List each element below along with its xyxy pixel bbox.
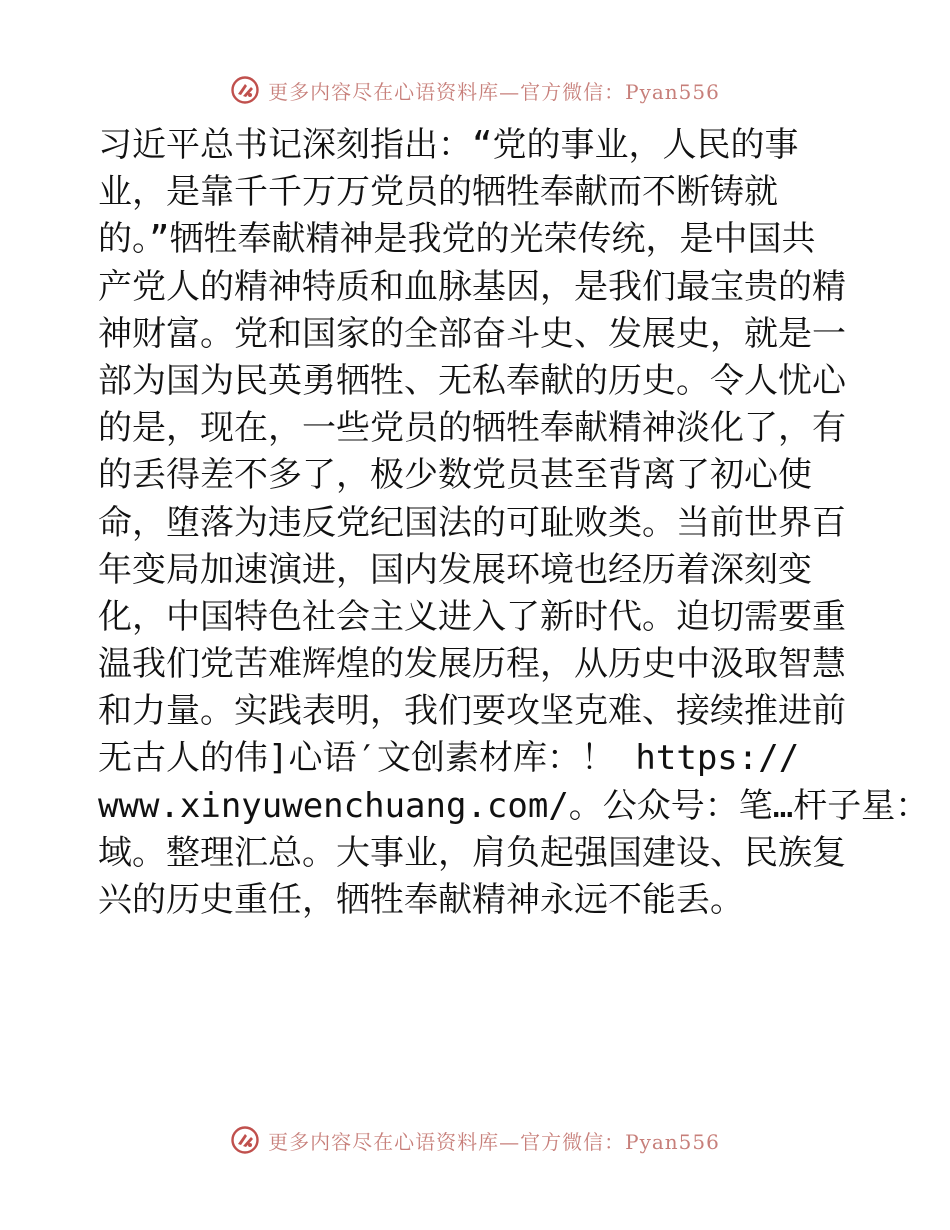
body-line: 命，堕落为违反党纪国法的可耻败类。当前世界百 — [98, 502, 846, 543]
body-line: 年变局加速演进，国内发展环境也经历着深刻变 — [98, 549, 812, 590]
body-line: 和力量。实践表明，我们要攻坚克难、接续推进前 — [98, 691, 846, 732]
book-seal-icon — [230, 75, 260, 105]
body-line: 神财富。党和国家的全部奋斗史、发展史，就是一 — [98, 313, 846, 354]
body-line: 温我们党苦难辉煌的发展历程，从历史中汲取智慧 — [98, 644, 846, 685]
body-line: 习近平总书记深刻指出：“党的事业，人民的事 — [98, 125, 799, 165]
body-line: 的丢得差不多了，极少数党员甚至背离了初心使 — [98, 455, 812, 496]
body-line: 部为国为民英勇牺牲、无私奉献的历史。令人忧心 — [98, 360, 846, 401]
header-banner — [0, 70, 950, 110]
body-line: 无古人的伟]心语′文创素材库：！ https:// — [98, 738, 800, 779]
footer-banner — [0, 1120, 950, 1160]
footer-banner-text: 更多内容尽在心语资料库—官方微信：Pyan556 — [268, 1129, 720, 1154]
body-line: 的。”牺牲奉献精神是我党的光荣传统，是中国共 — [98, 219, 816, 260]
book-seal-icon — [230, 1125, 260, 1155]
body-line: 兴的历史重任，牺牲奉献精神永远不能丢。 — [98, 880, 744, 920]
body-line: 的是，现在，一些党员的牺牲奉献精神淡化了，有 — [98, 408, 846, 449]
body-line: 产党人的精神特质和血脉基因，是我们最宝贵的精 — [98, 266, 846, 307]
body-paragraph — [98, 122, 930, 924]
header-banner-text: 更多内容尽在心语资料库—官方微信：Pyan556 — [268, 79, 720, 104]
body-line: 域。整理汇总。大事业，肩负起强国建设、民族复 — [98, 832, 846, 873]
body-line: 业，是靠千千万万党员的牺牲奉献而不断铸就 — [98, 172, 778, 213]
body-line: www.xinyuwenchuang.com/。公众号：笔…杆子星： — [98, 785, 930, 826]
body-line: 化，中国特色社会主义进入了新时代。迫切需要重 — [98, 596, 846, 637]
